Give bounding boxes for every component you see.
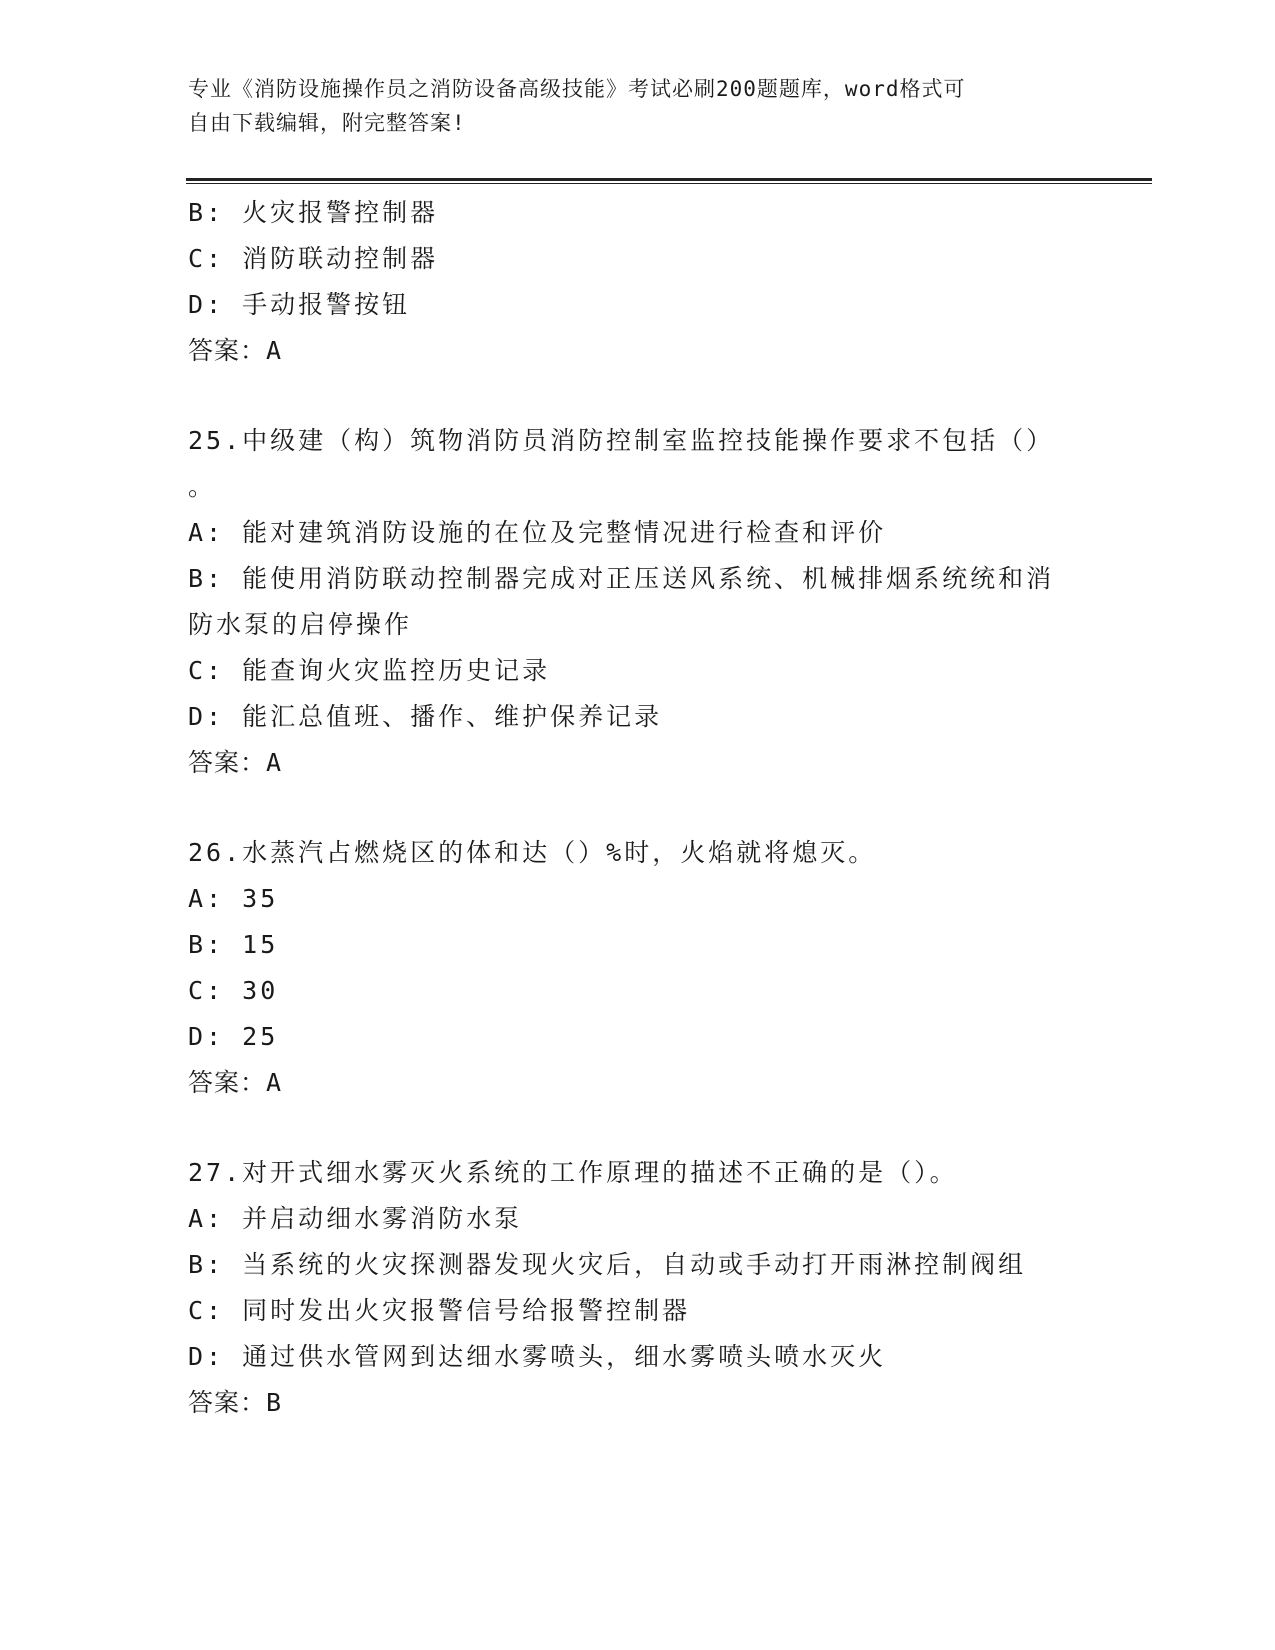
answer-label: 答案： bbox=[188, 336, 267, 365]
option-c: C: 能查询火灾监控历史记录 bbox=[188, 656, 551, 685]
answer-label: 答案： bbox=[188, 1068, 267, 1097]
answer-value: A bbox=[266, 748, 283, 777]
option-b-line-1: B: 能使用消防联动控制器完成对正压送风系统、机械排烟系统统和消 bbox=[188, 564, 1055, 593]
option-a: A: 35 bbox=[188, 884, 279, 913]
header-line-1: 专业《消防设施操作员之消防设备高级技能》考试必刷200题题库，word格式可 bbox=[188, 77, 966, 101]
question-text: 26.水蒸汽占燃烧区的体和达（）%时，火焰就将熄灭。 bbox=[188, 838, 877, 867]
option-b: B: 火灾报警控制器 bbox=[188, 198, 439, 227]
header-line-2: 自由下载编辑，附完整答案! bbox=[188, 111, 466, 135]
question-text: 27.对开式细水雾灭火系统的工作原理的描述不正确的是（）。 bbox=[188, 1158, 958, 1187]
option-c: C: 同时发出火灾报警信号给报警控制器 bbox=[188, 1296, 691, 1325]
option-d: D: 25 bbox=[188, 1022, 279, 1051]
option-d: D: 能汇总值班、播作、维护保养记录 bbox=[188, 702, 663, 731]
option-d: D: 通过供水管网到达细水雾喷头，细水雾喷头喷水灭火 bbox=[188, 1342, 887, 1371]
question-26 bbox=[188, 830, 1088, 1106]
answer-line bbox=[188, 1060, 1088, 1106]
option-a: A: 并启动细水雾消防水泵 bbox=[188, 1204, 523, 1233]
option-b-line-2: 防水泵的启停操作 bbox=[188, 610, 413, 639]
question-25 bbox=[188, 418, 1088, 786]
question-27 bbox=[188, 1150, 1088, 1426]
page-header bbox=[188, 72, 1068, 140]
answer-line bbox=[188, 328, 1088, 374]
option-c: C: 消防联动控制器 bbox=[188, 244, 439, 273]
header-divider bbox=[186, 178, 1152, 184]
question-list bbox=[188, 190, 1088, 1426]
question-text-line-2: 。 bbox=[188, 472, 217, 501]
answer-value: A bbox=[266, 1068, 283, 1097]
question-text-line-1: 25.中级建（构）筑物消防员消防控制室监控技能操作要求不包括（） bbox=[188, 426, 1055, 455]
option-c: C: 30 bbox=[188, 976, 279, 1005]
answer-value: A bbox=[266, 336, 283, 365]
answer-line bbox=[188, 1380, 1088, 1426]
option-a: A: 能对建筑消防设施的在位及完整情况进行检查和评价 bbox=[188, 518, 887, 547]
answer-label: 答案： bbox=[188, 1388, 267, 1417]
answer-value: B bbox=[266, 1388, 283, 1417]
answer-line bbox=[188, 740, 1088, 786]
option-d: D: 手动报警按钮 bbox=[188, 290, 411, 319]
question-24 bbox=[188, 190, 1088, 374]
option-b: B: 当系统的火灾探测器发现火灾后，自动或手动打开雨淋控制阀组 bbox=[188, 1250, 1027, 1279]
answer-label: 答案： bbox=[188, 748, 267, 777]
option-b: B: 15 bbox=[188, 930, 279, 959]
